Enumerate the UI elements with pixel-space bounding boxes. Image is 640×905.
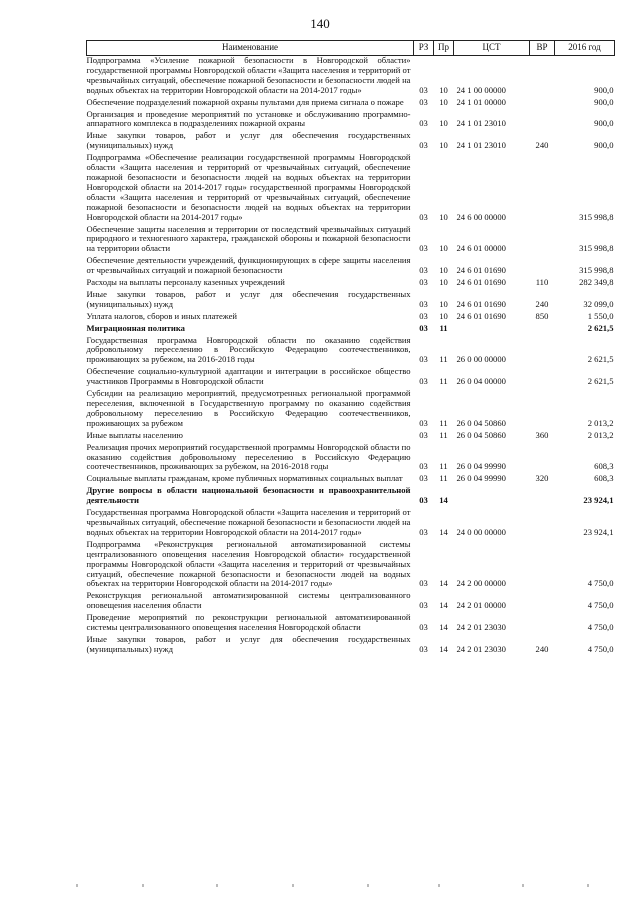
row-sum: 2 621,5 <box>587 322 614 333</box>
row-pr: 10 <box>439 243 448 254</box>
row-cst: 24 1 01 23010 <box>456 118 506 129</box>
table-row <box>87 290 615 312</box>
row-vr <box>530 591 555 613</box>
header-cst: ЦСТ <box>454 41 530 56</box>
table-row <box>87 431 615 443</box>
row-name: Социальные выплаты гражданам, кроме публичных нормативных социальных выплат <box>86 473 403 484</box>
row-rz: 03 <box>419 376 428 387</box>
table-row <box>87 153 615 224</box>
row-sum: 2 013,2 <box>587 429 614 440</box>
row-name: Организация и проведение мероприятий по установке и обслуживанию программно-аппаратного комплекса в подразделениях пожарной охраны <box>86 108 411 129</box>
row-pr: 10 <box>439 265 448 276</box>
row-rz: 03 <box>419 310 428 321</box>
row-pr: 14 <box>439 622 448 633</box>
row-rz: 03 <box>419 461 428 472</box>
row-pr: 10 <box>439 298 448 309</box>
header-pr: Пр <box>434 41 454 56</box>
row-cst: 24 1 01 23010 <box>456 140 506 151</box>
row-vr: 320 <box>535 473 549 484</box>
table-row <box>87 591 615 613</box>
row-cst: 24 1 01 00000 <box>456 96 506 107</box>
row-name: Обеспечение деятельности учреждений, функционирующих в сфере защиты населения от чрезвычайных ситуаций и пожарной безопасности <box>86 255 411 276</box>
row-pr: 14 <box>439 643 448 654</box>
row-rz: 03 <box>419 473 428 484</box>
row-name: Расходы на выплаты персоналу казенных учреждений <box>86 277 285 288</box>
row-rz: 03 <box>419 118 428 129</box>
row-name: Подпрограмма «Реконструкция региональной автоматизированной системы централизованного оповещения населения Новгородской области» государственной программы Новгородской области «Защита населения и территорий от чрезвычайных ситуаций, обеспечение пожарной безопасности и безопасности людей на водных объектах на территории Новгородской области на 2014-2017 годы» <box>86 538 411 589</box>
row-rz: 03 <box>419 298 428 309</box>
row-vr <box>530 110 555 132</box>
row-sum: 23 924,1 <box>583 526 614 537</box>
row-sum: 315 998,8 <box>579 243 614 254</box>
row-rz: 03 <box>419 96 428 107</box>
table-row <box>87 486 615 508</box>
row-vr <box>530 153 555 224</box>
row-cst: 24 6 01 00000 <box>456 243 506 254</box>
row-pr: 11 <box>439 354 448 365</box>
row-vr <box>530 324 555 336</box>
row-vr: 110 <box>535 277 549 288</box>
row-vr: 850 <box>535 310 549 321</box>
row-vr <box>530 443 555 475</box>
row-pr: 10 <box>439 310 448 321</box>
row-rz: 03 <box>419 243 428 254</box>
row-cst: 24 6 01 01690 <box>456 298 506 309</box>
table-row <box>87 635 615 657</box>
row-cst: 24 6 00 00000 <box>456 211 506 222</box>
row-sum: 1 550,0 <box>587 310 614 321</box>
row-cst: 24 0 00 00000 <box>456 526 506 537</box>
row-pr: 11 <box>439 322 448 333</box>
row-vr <box>530 56 555 98</box>
row-pr: 11 <box>439 461 448 472</box>
row-pr: 11 <box>439 376 448 387</box>
table-row <box>87 336 615 368</box>
row-pr: 11 <box>439 429 448 440</box>
row-vr <box>530 225 555 257</box>
table-row <box>87 443 615 475</box>
row-cst: 24 6 01 01690 <box>456 277 506 288</box>
row-rz: 03 <box>419 140 428 151</box>
row-rz: 03 <box>419 265 428 276</box>
row-name: Миграционная политика <box>86 322 185 333</box>
row-cst <box>454 324 530 336</box>
budget-table <box>86 40 615 657</box>
row-pr: 14 <box>439 600 448 611</box>
table-row <box>87 110 615 132</box>
table-row <box>87 56 615 98</box>
row-cst: 24 6 01 01690 <box>456 265 506 276</box>
row-name: Проведение мероприятий по реконструкции региональной автоматизированной системы централизованного оповещения населения Новгородской области <box>86 612 411 633</box>
row-name: Государственная программа Новгородской области «Защита населения и территорий от чрезвычайных ситуаций, обеспечение пожарной безопасности и безопасности людей на водных объектах на территории Новгородской области на 2014-2017 годы» <box>86 507 411 537</box>
table-body <box>87 56 615 657</box>
row-pr: 14 <box>439 495 448 506</box>
row-rz: 03 <box>419 211 428 222</box>
table-row <box>87 367 615 389</box>
page-number: 140 <box>310 16 330 31</box>
row-vr <box>530 389 555 431</box>
row-cst: 24 2 00 00000 <box>456 578 506 589</box>
row-cst: 26 0 04 99990 <box>456 473 506 484</box>
row-pr: 10 <box>439 84 448 95</box>
row-pr: 11 <box>439 473 448 484</box>
header-vr: ВР <box>530 41 555 56</box>
row-rz: 03 <box>419 495 428 506</box>
row-sum: 282 349,8 <box>579 277 614 288</box>
row-cst: 26 0 00 00000 <box>456 354 506 365</box>
table-row <box>87 324 615 336</box>
row-cst: 24 1 00 00000 <box>456 84 506 95</box>
row-cst: 26 0 04 99990 <box>456 461 506 472</box>
row-sum: 2 013,2 <box>587 417 614 428</box>
row-pr: 10 <box>439 140 448 151</box>
row-name: Уплата налогов, сборов и иных платежей <box>86 310 238 321</box>
header-name: Наименование <box>87 41 414 56</box>
table-header-row <box>87 41 615 56</box>
table-row <box>87 540 615 592</box>
row-name: Подпрограмма «Усиление пожарной безопасности в Новгородской области» государственной программы Новгородской области «Защита населения и территорий от чрезвычайных ситуаций, обеспечение пожарной безопасности и безопасности людей на водных объектах на территории Новгородской области на 2014-2017 годы» <box>86 55 411 95</box>
row-sum: 315 998,8 <box>579 211 614 222</box>
row-sum: 4 750,0 <box>587 600 614 611</box>
row-sum: 2 621,5 <box>587 354 614 365</box>
row-sum: 315 998,8 <box>579 265 614 276</box>
row-name: Другие вопросы в области национальной безопасности и правоохранительной деятельности <box>86 485 411 506</box>
row-cst: 26 0 04 00000 <box>456 376 506 387</box>
row-cst: 24 2 01 23030 <box>456 622 506 633</box>
row-name: Государственная программа Новгородской области по оказанию содействия добровольному переселению в Российскую Федерацию соотечественников, проживающих за рубежом, на 2016-2018 годы <box>86 334 411 365</box>
table-row <box>87 312 615 324</box>
row-cst: 24 6 01 01690 <box>456 310 506 321</box>
table-row <box>87 613 615 635</box>
row-name: Иные закупки товаров, работ и услуг для обеспечения государственных (муниципальных) нужд <box>86 633 411 654</box>
row-vr: 240 <box>535 140 549 151</box>
row-vr <box>530 336 555 368</box>
row-vr: 240 <box>535 643 549 654</box>
row-rz: 03 <box>419 600 428 611</box>
table-row <box>87 98 615 110</box>
table-row <box>87 389 615 431</box>
row-rz: 03 <box>419 622 428 633</box>
row-pr: 10 <box>439 96 448 107</box>
row-vr: 360 <box>535 429 549 440</box>
row-rz: 03 <box>419 84 428 95</box>
row-cst <box>454 486 530 508</box>
row-vr <box>530 508 555 540</box>
row-pr: 14 <box>439 578 448 589</box>
row-pr: 14 <box>439 526 448 537</box>
row-sum: 608,3 <box>594 473 614 484</box>
row-name: Реализация прочих мероприятий государственной программы Новгородской области по оказанию содействия добровольному переселению в Российскую Федерацию соотечественников, проживающих за рубежом, на 2016-2018 годы <box>86 441 411 472</box>
row-rz: 03 <box>419 354 428 365</box>
row-sum: 900,0 <box>594 140 614 151</box>
row-rz: 03 <box>419 322 428 333</box>
row-name: Иные закупки товаров, работ и услуг для обеспечения государственных (муниципальных) нужд <box>86 130 411 151</box>
row-name: Иные выплаты населению <box>86 429 183 440</box>
row-name: Обеспечение защиты населения и территории от последствий чрезвычайных ситуаций природного и техногенного характера, гражданской обороны и пожарной безопасности на территории области <box>86 223 411 254</box>
row-sum: 4 750,0 <box>587 578 614 589</box>
row-sum: 900,0 <box>594 84 614 95</box>
row-name: Реконструкция региональной автоматизированной системы централизованного оповещения населения области <box>86 590 411 611</box>
row-cst: 24 2 01 23030 <box>456 643 506 654</box>
row-sum: 2 621,5 <box>587 376 614 387</box>
row-rz: 03 <box>419 643 428 654</box>
row-rz: 03 <box>419 429 428 440</box>
row-sum: 32 099,0 <box>583 298 614 309</box>
row-vr <box>530 613 555 635</box>
row-sum: 900,0 <box>594 118 614 129</box>
row-vr <box>530 98 555 110</box>
row-name: Обеспечение социально-культурной адаптации и интеграции в российское общество участников Программы в Новгородской области <box>86 366 411 387</box>
row-pr: 10 <box>439 118 448 129</box>
row-name: Подпрограмма «Обеспечение реализации государственной программы Новгородской области «Защита населения и территорий от чрезвычайных ситуаций, обеспечение пожарной безопасности и безопасности людей на водных объектах на территории Новгородской области на 2014-2017 годы» государственной программы Новгородской области «Защита населения и территорий от чрезвычайных ситуаций, обеспечение пожарной безопасности и безопасности людей на водных объектах на территории Новгородской области на 2014-2017 годы» <box>86 152 411 222</box>
table-row <box>87 225 615 257</box>
row-rz: 03 <box>419 578 428 589</box>
row-sum: 900,0 <box>594 96 614 107</box>
row-rz: 03 <box>419 526 428 537</box>
row-pr: 10 <box>439 211 448 222</box>
row-sum: 4 750,0 <box>587 622 614 633</box>
table-row <box>87 508 615 540</box>
table-row <box>87 131 615 153</box>
header-year: 2016 год <box>555 41 615 56</box>
row-sum: 23 924,1 <box>583 495 614 506</box>
scan-marks <box>0 884 640 894</box>
row-name: Субсидии на реализацию мероприятий, предусмотренных региональной программой переселения, включенной в Государственную программу по оказанию содействия добровольному переселению в Российскую Федерацию соотечественников, проживающих за рубежом <box>86 388 411 428</box>
row-rz: 03 <box>419 417 428 428</box>
row-cst: 26 0 04 50860 <box>456 429 506 440</box>
row-name: Иные закупки товаров, работ и услуг для обеспечения государственных (муниципальных) нужд <box>86 288 411 309</box>
row-name: Обеспечение подразделений пожарной охраны пультами для приема сигнала о пожаре <box>86 96 404 107</box>
row-vr <box>530 256 555 278</box>
row-vr <box>530 486 555 508</box>
row-vr: 240 <box>535 298 549 309</box>
row-vr <box>530 367 555 389</box>
row-sum: 4 750,0 <box>587 643 614 654</box>
row-pr: 11 <box>439 417 448 428</box>
row-vr <box>530 540 555 592</box>
row-cst: 24 2 01 00000 <box>456 600 506 611</box>
row-sum: 608,3 <box>594 461 614 472</box>
header-rz: РЗ <box>414 41 434 56</box>
table-row <box>87 256 615 278</box>
row-rz: 03 <box>419 277 428 288</box>
row-cst: 26 0 04 50860 <box>456 417 506 428</box>
row-pr: 10 <box>439 277 448 288</box>
